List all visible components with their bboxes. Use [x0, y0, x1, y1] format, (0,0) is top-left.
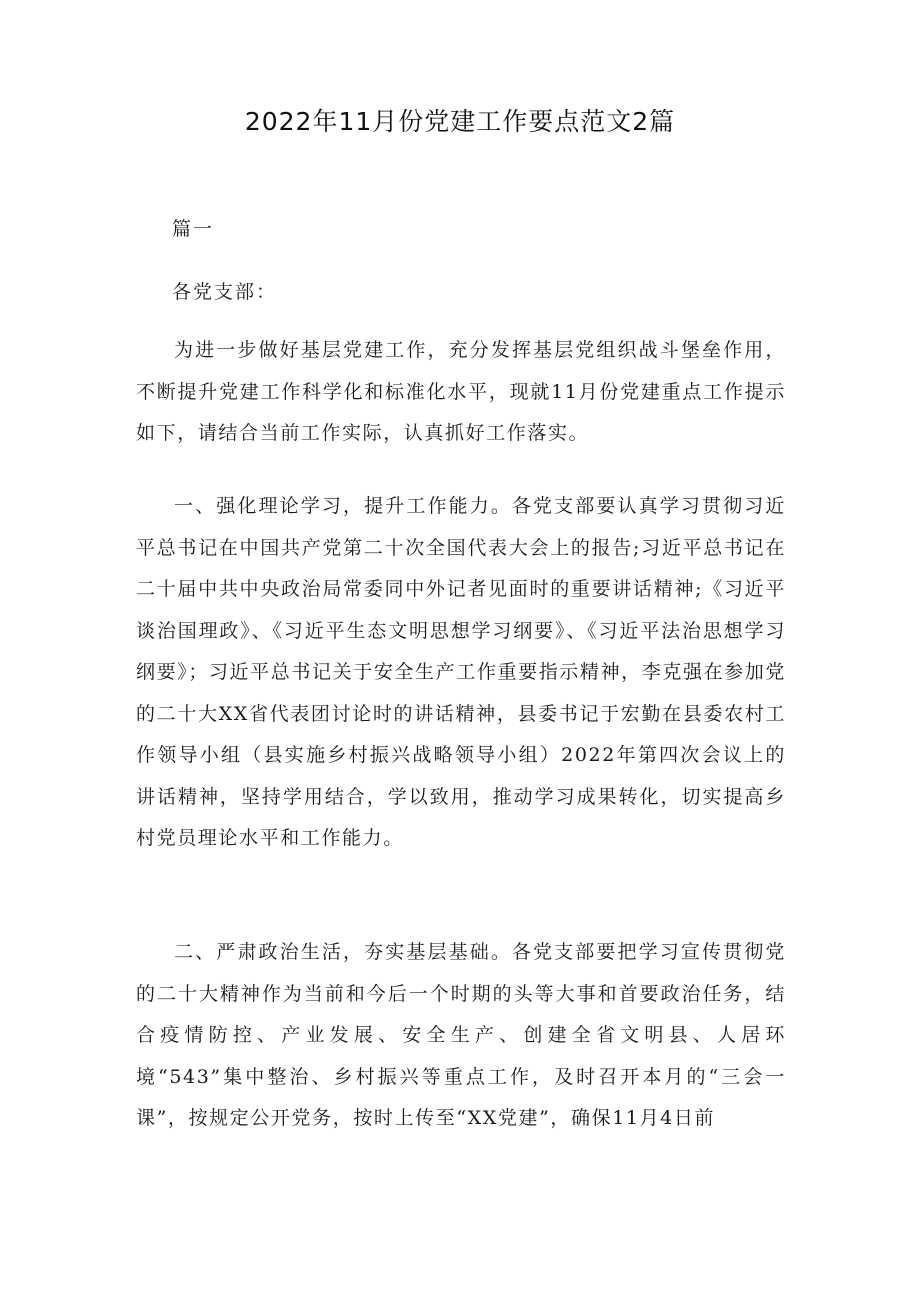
document-title: 2022年11月份党建工作要点范文2篇 [244, 107, 676, 136]
salutation: 各党支部： [172, 281, 278, 303]
paragraph-theory-study: 一、强化理论学习，提升工作能力。各党支部要认真学习贯彻习近平总书记在中国共产党第二十次全国代表大会上的报告;习近平总书记在二十届中共中央政治局常委同中外记者见面时的重要讲话精神;《习近平谈治国理政》、《习近平生态文明思想学习纲要》、《习近平法治思想学习纲要》；习近平总书记关于安全生产工作重要指示精神，李克强在参加党的二十大XX省代表团讨论时的讲话精神，县委书记于宏勤在县委农村工作领导小组（县实施乡村振兴战略领导小组）2022年第四次会议上的讲话精神，坚持学用结合，学以致用，推动学习成果转化，切实提高乡村党员理论水平和工作能力。 [136, 495, 786, 849]
paragraph-political-life: 二、严肃政治生活，夯实基层基础。各党支部要把学习宣传贯彻党的二十大精神作为当前和今后一个时期的头等大事和首要政治任务，结合疫情防控、产业发展、安全生产、创建全省文明县、人居环境“543”集中整治、乡村振兴等重点工作，及时召开本月的“三会一课”，按规定公开党务，按时上传至“XX党建”，确保11月4日前 [136, 941, 786, 1129]
paragraph-intro: 为进一步做好基层党建工作，充分发挥基层党组织战斗堡垒作用，不断提升党建工作科学化和标准化水平，现就11月份党建重点工作提示如下，请结合当前工作实际，认真抓好工作落实。 [136, 339, 786, 444]
section-label: 篇一 [172, 218, 215, 240]
